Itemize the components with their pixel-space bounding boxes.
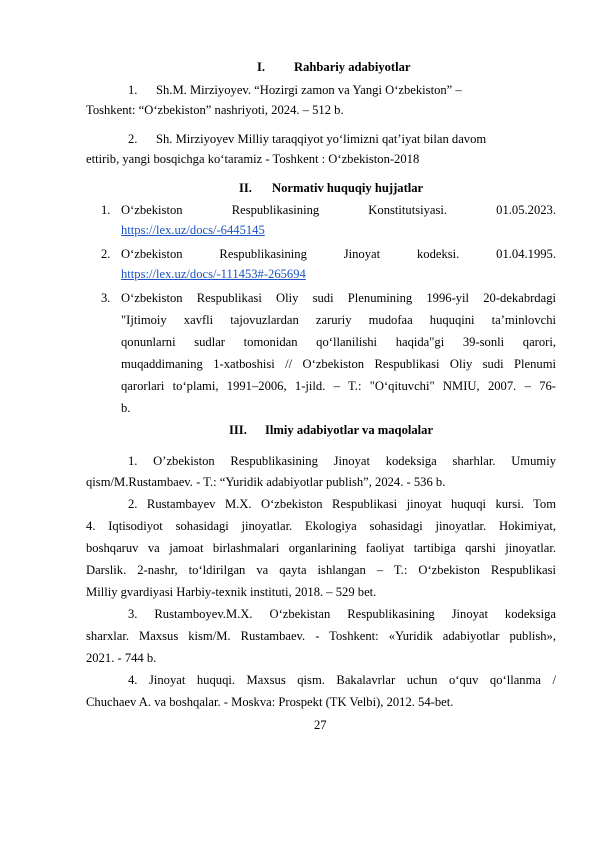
section-1-title: Rahbariy adabiyotlar (294, 60, 411, 74)
reference-text: Darslik. 2-nashr, to‘ldirilgan va qayta ishlangan – T.: O‘zbekiston Respublikasi (86, 563, 556, 577)
list-item-number: 1. (101, 203, 111, 217)
reference-text: 2. Rustambayev M.X. O‘zbekiston Respublikasi jinoyat huquqi kursi. Tom (128, 497, 556, 511)
list-item-text: O‘zbekiston Respublikasining Konstitutsiyasi. 01.05.2023. (121, 203, 556, 217)
reference-text: sharxlar. Maxsus kism/M. Rustambaev. - Toshkent: «Yuridik adabiyotlar publish», (86, 629, 556, 643)
list-item-text: Sh. Mirziyoyev Milliy taraqqiyot yo‘limizni qat’iyat bilan davom (156, 132, 487, 146)
section-3-title: Ilmiy adabiyotlar va maqolalar (265, 423, 434, 437)
reference-text: Chuchaev A. va boshqalar. - Moskva: Prospekt (TK Velbi), 2012. 54-bet. (86, 695, 454, 709)
list-item-text: qarorlari to‘plami, 1991–2006, 1-jild. – T.: "O‘qituvchi" NMIU, 2007. – 76- (121, 379, 556, 393)
reference-text: 4. Jinoyat huquqi. Maxsus qism. Bakalavrlar uchun o‘quv qo‘llanma / (128, 673, 556, 687)
reference-text: 2021. - 744 b. (86, 651, 157, 665)
reference-text: qism/M.Rustambaev. - T.: “Yuridik adabiyotlar publish”, 2024. - 536 b. (86, 475, 446, 489)
reference-text: Milliy gvardiyasi Harbiy-texnik instituti, 2018. – 529 bet. (86, 585, 377, 599)
reference-text: boshqaruv va jamoat birlashmalari organlarining faoliyat tartibiga qarshi jinoyatlar. (86, 541, 556, 555)
list-item-text: Toshkent: “O‘zbekiston” nashriyoti, 2024. – 512 b. (86, 103, 344, 117)
list-item-text: O‘zbekiston Respublikasi Oliy sudi Plenumining 1996-yil 20-dekabrdagi (121, 291, 556, 305)
list-item-text: muqaddimaning 1-xatboshisi // O‘zbekiston Respublikasi Oliy sudi Plenumi (121, 357, 556, 371)
list-item-text: Sh.M. Mirziyoyev. “Hozirgi zamon va Yangi O‘zbekiston” – (156, 83, 462, 97)
lex-uz-link[interactable]: https://lex.uz/docs/-111453#-265694 (121, 267, 306, 281)
list-item-number: 3. (101, 291, 111, 305)
list-item-text: "Ijtimoiy xavfli tajovuzlardan zaruriy mudofaa huquqini ta’minlovchi (121, 313, 556, 327)
list-item-text: qonunlarni sudlar tomonidan qo‘llanilishi haqida"gi 39-sonli qarori, (121, 335, 556, 349)
lex-uz-link[interactable]: https://lex.uz/docs/-6445145 (121, 223, 265, 237)
list-item-number: 1. (128, 83, 138, 97)
section-2-title: Normativ huquqiy hujjatlar (272, 181, 424, 195)
page-number: 27 (314, 718, 327, 732)
section-2-numeral: II. (239, 181, 252, 195)
list-item-number: 2. (128, 132, 138, 146)
reference-text: 1. O’zbekiston Respublikasining Jinoyat kodeksiga sharhlar. Umumiy (128, 454, 556, 468)
list-item-text: ettirib, yangi bosqichga ko‘taramiz - Toshkent : O‘zbekiston-2018 (86, 152, 420, 166)
list-item-text: O‘zbekiston Respublikasining Jinoyat kodeksi. 01.04.1995. (121, 247, 556, 261)
list-item-number: 2. (101, 247, 111, 261)
reference-text: 4. Iqtisodiyot sohasidagi jinoyatlar. Ekologiya sohasidagi jinoyatlar. Hokimiyat, (86, 519, 556, 533)
list-item-text: b. (121, 401, 131, 415)
section-3-numeral: III. (229, 423, 247, 437)
reference-text: 3. Rustamboyev.M.X. O‘zbekistan Respublikasining Jinoyat kodeksiga (128, 607, 556, 621)
section-1-numeral: I. (257, 60, 266, 74)
